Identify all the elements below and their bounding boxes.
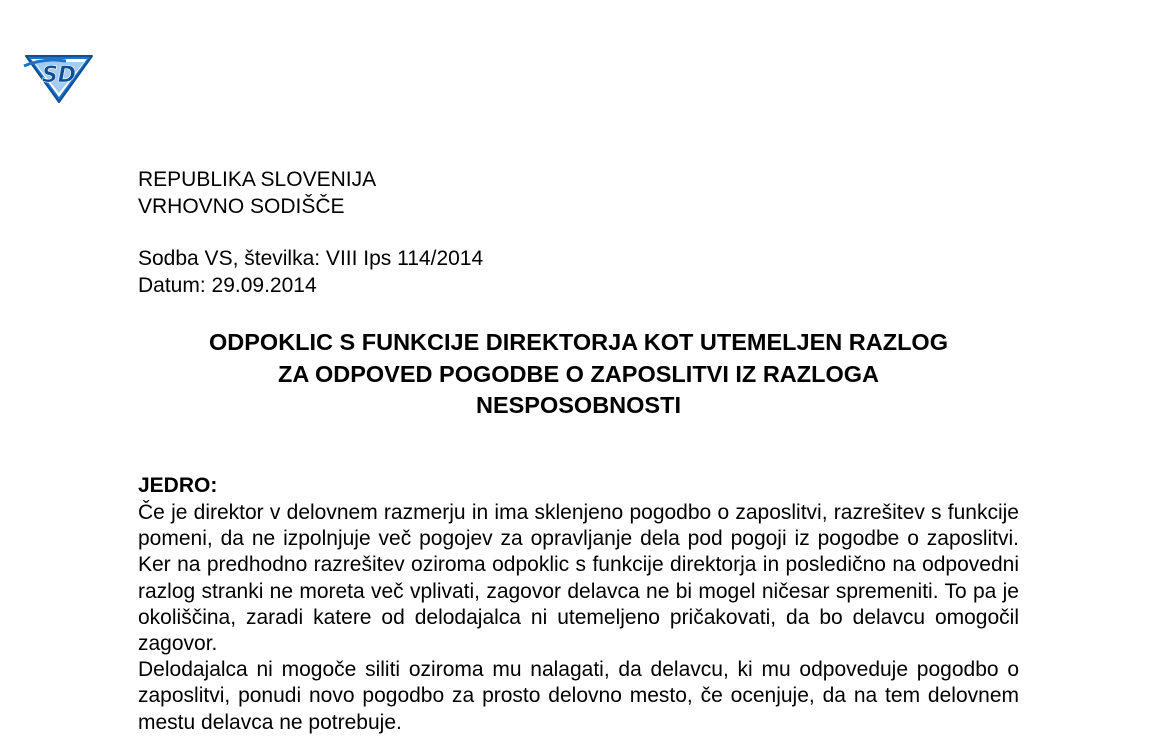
title-line-2: ZA ODPOVED POGODBE O ZAPOSLITVI IZ RAZLOGA <box>277 360 880 387</box>
jedro-body <box>138 500 1019 736</box>
case-date: Datum: 29.09.2014 <box>138 274 317 297</box>
case-info <box>138 245 483 299</box>
document-title <box>138 327 1019 422</box>
jedro-paragraph-2: Delodajalca ni mogoče siliti oziroma mu nalagati, da delavcu, ki mu odpoveduje pogodbo o zaposlitvi, ponudi novo pogodbo za prosto delovno mesto, če ocenjuje, da na tem delovnem mestu delavca ne potrebuje. <box>138 658 1019 734</box>
court-header <box>138 166 376 220</box>
title-line-1: ODPOKLIC S FUNKCIJE DIREKTORJA KOT UTEMELJEN RAZLOG <box>209 329 948 355</box>
jedro-heading: JEDRO: <box>138 474 218 497</box>
title-line-3: NESPOSOBNOSTI <box>475 392 681 418</box>
country-name: REPUBLIKA SLOVENIJA <box>138 168 377 191</box>
court-name: VRHOVNO SODIŠČE <box>138 195 345 218</box>
case-number: Sodba VS, številka: VIII Ips 114/2014 <box>138 247 484 270</box>
court-logo-icon <box>22 48 96 104</box>
svg-text:SD: SD <box>41 63 77 88</box>
jedro-paragraph-1: Če je direktor v delovnem razmerju in ima sklenjeno pogodbo o zaposlitvi, razrešitev s funkcije pomeni, da ne izpolnjuje več pogojev za opravljanje dela pod pogoji iz pogodbe o zaposlitvi. Ker na predhodno razrešitev oziroma odpoklic s funkcije direktorja in posledično na odpovedni razlog stranki ne moreta več vplivati, zagovor delavca ne bi mogel ničesar spremeniti. To pa je okoliščina, zaradi katere od delodajalca ni utemeljeno pričakovati, da bo delavcu omogočil zagovor. <box>138 501 1019 656</box>
